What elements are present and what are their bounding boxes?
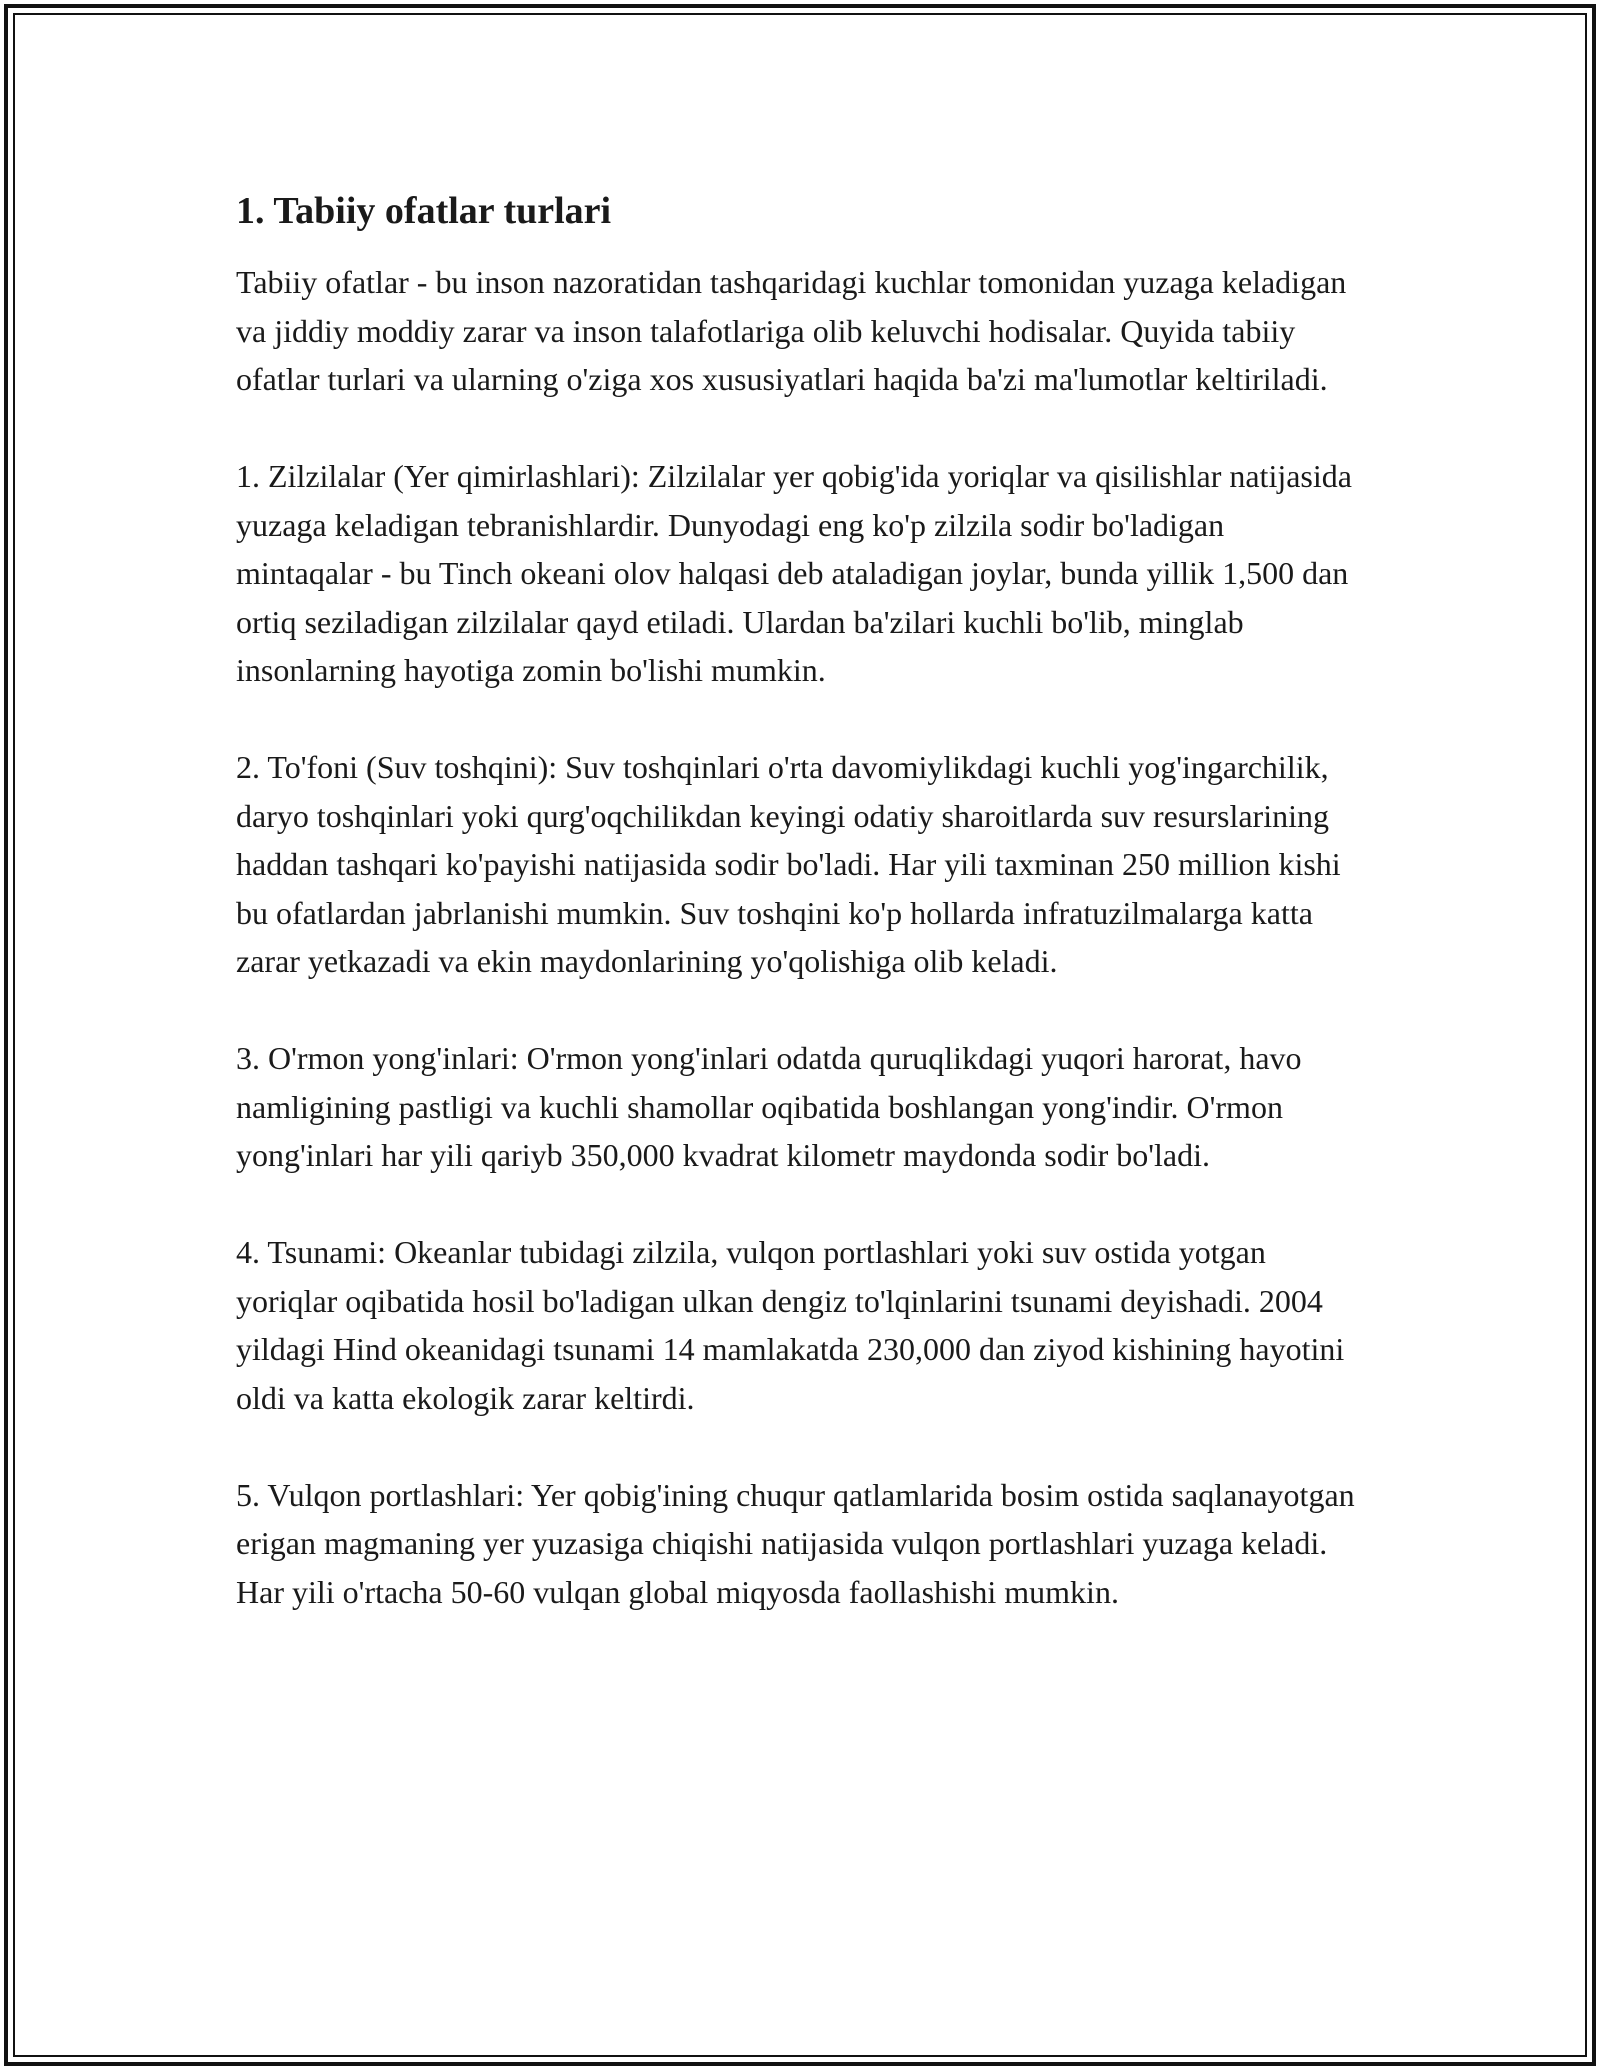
paragraph-tsunami: 4. Tsunami: Okeanlar tubidagi zilzila, vulqon portlashlari yoki suv ostida yotgan yoriqlar oqibatida hosil bo'ladigan ulkan dengiz to'lqinlarini tsunami deyishadi. 2004 yildagi Hind okeanidagi tsunami 14 mamlakatda 230,000 dan ziyod kishining hayotini oldi va katta ekologik zarar keltirdi. [236, 1234, 1345, 1416]
section-heading: 1. Tabiiy ofatlar turlari [236, 190, 612, 232]
paragraph-volcanoes: 5. Vulqon portlashlari: Yer qobig'ining chuqur qatlamlarida bosim ostida saqlanayotgan erigan magmaning yer yuzasiga chiqishi natijasida vulqon portlashlari yuzaga keladi. Har yili o'rtacha 50-60 vulqan global miqyosda faollashishi mumkin. [236, 1476, 1355, 1610]
paragraph-earthquakes: 1. Zilzilalar (Yer qimirlashlari): Zilzilalar yer qobig'ida yoriqlar va qisilishlar natijasida yuzaga keladigan tebranishlardir. Dunyodagi eng ko'p zilzila sodir bo'ladigan mintaqalar - bu Tinch okeani olov halqasi deb ataladigan joylar, bunda yillik 1,500 dan ortiq seziladigan zilzilalar qayd etiladi. Ulardan ba'zilari kuchli bo'lib, minglab insonlarning hayotiga zomin bo'lishi mumkin. [236, 458, 1352, 688]
paragraph-floods: 2. To'foni (Suv toshqini): Suv toshqinlari o'rta davomiylikdagi kuchli yog'ingarchilik, daryo toshqinlari yoki qurg'oqchilikdan keyingi odatiy sharoitlarda suv resurslarining haddan tashqari ko'payishi natijasida sodir bo'ladi. Har yili taxminan 250 million kishi bu ofatlardan jabrlanishi mumkin. Suv toshqini ko'p hollarda infratuzilmalarga katta zarar yetkazadi va ekin maydonlarining yo'qolishiga olib keladi. [236, 749, 1341, 979]
paragraph-forest-fires: 3. O'rmon yong'inlari: O'rmon yong'inlari odatda quruqlikdagi yuqori harorat, havo namligining pastligi va kuchli shamollar oqibatida boshlangan yong'indir. O'rmon yong'inlari har yili qariyb 350,000 kvadrat kilometr maydonda sodir bo'ladi. [236, 1040, 1302, 1173]
document-body [236, 186, 1366, 1665]
intro-paragraph: Tabiiy ofatlar - bu inson nazoratidan tashqaridagi kuchlar tomonidan yuzaga keladigan va jiddiy moddiy zarar va inson talafotlariga olib keluvchi hodisalar. Quyida tabiiy ofatlar turlari va ularning o'ziga xos xususiyatlari haqida ba'zi ma'lumotlar keltiriladi. [236, 264, 1347, 397]
